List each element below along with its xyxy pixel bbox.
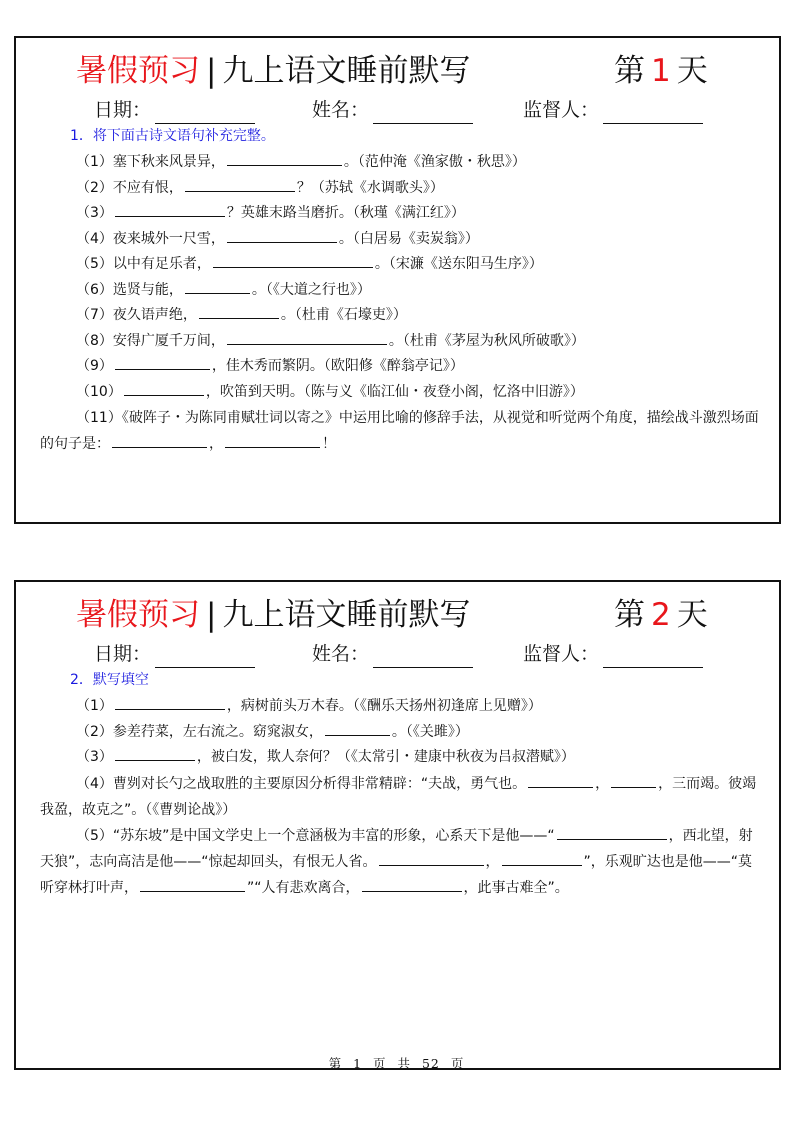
question-text: （4）夜来城外一尺雪， — [76, 230, 225, 247]
question-text: ， — [595, 775, 610, 792]
supervisor-field[interactable] — [523, 96, 703, 124]
answer-blank[interactable] — [115, 202, 225, 217]
answer-blank[interactable] — [213, 253, 373, 268]
question-text: ，西北望，射天狼”，志向高洁是他——“惊起却回头，有恨无人省。 — [40, 827, 753, 870]
supervisor-blank[interactable] — [603, 106, 703, 124]
date-blank[interactable] — [155, 650, 255, 668]
title-subject: 九上语文睡前默写 — [222, 597, 471, 633]
question-item — [40, 227, 759, 253]
info-row — [94, 96, 714, 124]
supervisor-blank[interactable] — [603, 650, 703, 668]
title-divider: | — [206, 53, 217, 89]
answer-blank[interactable] — [115, 746, 195, 761]
answer-blank[interactable] — [362, 877, 462, 892]
question-item — [40, 278, 759, 304]
question-item — [40, 150, 759, 176]
question-text: （7）夜久语声绝， — [76, 307, 197, 323]
question-list — [40, 694, 759, 901]
answer-blank[interactable] — [528, 773, 593, 788]
question-text: （5）以中有足乐者， — [76, 256, 211, 272]
question-text: （11）《破阵子・为陈同甫赋壮词以寄之》中运用比喻的修辞手法，从视觉和听觉两个角度，描绘战斗激烈场面的句子是： — [40, 410, 759, 452]
question-text: 。（《大道之行也》） — [251, 281, 371, 298]
answer-blank[interactable] — [611, 773, 656, 788]
question-text: ，佳木秀而繁阴。（欧阳修《醉翁亭记》） — [211, 358, 464, 374]
date-blank[interactable] — [155, 106, 255, 124]
question-item — [40, 694, 759, 720]
question-item — [40, 771, 759, 823]
question-text: ， — [209, 436, 223, 452]
question-text: （1）塞下秋来风景异， — [76, 154, 225, 170]
day-prefix: 第 — [614, 597, 645, 633]
question-text: 。（白居易《卖炭翁》） — [338, 230, 479, 247]
question-item — [40, 176, 759, 202]
card-title — [76, 590, 719, 640]
question-text: （2）参差荇菜，左右流之。窈窕淑女， — [76, 723, 323, 740]
question-text: 。（宋濂《送东阳马生序》） — [374, 256, 543, 272]
name-field[interactable] — [312, 640, 473, 668]
supervisor-field[interactable] — [523, 640, 703, 668]
question-item — [40, 405, 759, 457]
question-text: （3） — [76, 205, 113, 221]
name-field[interactable] — [312, 96, 473, 124]
answer-blank[interactable] — [185, 279, 250, 294]
question-text: ”“人有悲欢离合， — [247, 879, 360, 896]
section-heading: 1．将下面古诗文语句补充完整。 — [70, 128, 275, 144]
question-text: （3） — [76, 749, 113, 765]
day-label — [614, 590, 708, 640]
question-text: （2）不应有恨， — [76, 179, 183, 196]
name-label: 姓名： — [312, 99, 370, 121]
answer-blank[interactable] — [325, 721, 390, 736]
question-text: （6）选贤与能， — [76, 281, 183, 298]
question-text: （8）安得广厦千万间， — [76, 332, 225, 349]
day-prefix: 第 — [614, 53, 645, 89]
section-heading: 2．默写填空 — [70, 672, 149, 688]
question-text: ，被白发，欺人奈何？（《太常引・建康中秋夜为吕叔潜赋》） — [196, 749, 575, 765]
day-suffix: 天 — [676, 53, 708, 89]
question-item — [40, 354, 759, 380]
answer-blank[interactable] — [379, 851, 484, 866]
title-divider: | — [206, 597, 217, 633]
question-item — [40, 252, 759, 278]
date-field[interactable] — [94, 640, 255, 668]
answer-blank[interactable] — [225, 433, 320, 448]
question-text: ，此事古难全”。 — [463, 879, 569, 896]
answer-blank[interactable] — [115, 695, 225, 710]
info-row — [94, 640, 714, 668]
answer-blank[interactable] — [502, 851, 582, 866]
question-text: 。（杜甫《茅屋为秋风所破歌》） — [388, 332, 585, 349]
name-blank[interactable] — [373, 106, 473, 124]
answer-blank[interactable] — [227, 228, 337, 243]
answer-blank[interactable] — [227, 151, 342, 166]
question-text: （9） — [76, 358, 113, 374]
question-text: ！ — [322, 436, 336, 452]
question-text: （4）曹刿对长勺之战取胜的主要原因分析得非常精辟：“夫战，勇气也。 — [76, 775, 527, 792]
answer-blank[interactable] — [185, 177, 295, 192]
question-item — [40, 720, 759, 746]
day-suffix: 天 — [676, 597, 708, 633]
day-label — [614, 46, 708, 96]
question-item — [40, 201, 759, 227]
answer-blank[interactable] — [199, 304, 279, 319]
name-label: 姓名： — [312, 643, 370, 665]
answer-blank[interactable] — [557, 825, 667, 840]
answer-blank[interactable] — [140, 877, 245, 892]
question-text: ”，乐观旷达也是他——“莫听穿林打叶声， — [40, 853, 753, 896]
question-list — [40, 150, 759, 457]
day-number: 2 — [651, 597, 671, 633]
date-label: 日期： — [94, 99, 152, 121]
question-text: 。（杜甫《石壕吏》） — [280, 307, 407, 323]
question-item — [40, 823, 759, 901]
question-item — [40, 380, 759, 406]
title-subject: 九上语文睡前默写 — [222, 53, 471, 89]
title-series: 暑假预习 — [76, 597, 200, 633]
question-text: （10） — [76, 383, 122, 400]
question-text: （5）“苏东坡”是中国文学史上一个意涵极为丰富的形象，心系天下是他——“ — [76, 827, 555, 844]
supervisor-label: 监督人： — [523, 99, 600, 121]
answer-blank[interactable] — [112, 433, 207, 448]
question-text: 。（《关雎》） — [391, 723, 469, 740]
page-footer: 第 1 页 共 52 页 — [328, 1056, 465, 1071]
question-text: ？英雄末路当磨折。（秋瑾《满江红》） — [226, 205, 465, 221]
card-title — [76, 46, 719, 96]
question-text: ， — [485, 853, 500, 870]
question-text: ，三而竭。彼竭我盈，故克之”。（《曹刿论战》） — [40, 775, 757, 818]
day-number: 1 — [651, 53, 671, 89]
answer-blank[interactable] — [227, 330, 387, 345]
day-1-card — [14, 36, 781, 524]
day-2-card — [14, 580, 781, 1070]
supervisor-label: 监督人： — [523, 643, 600, 665]
question-text: （1） — [76, 698, 113, 714]
question-text: ，吹笛到天明。（陈与义《临江仙・夜登小阁，忆洛中旧游》） — [205, 383, 584, 400]
question-text: ，病树前头万木春。（《酬乐天扬州初逢席上见赠》） — [226, 698, 542, 714]
name-blank[interactable] — [373, 650, 473, 668]
answer-blank[interactable] — [115, 355, 210, 370]
question-text: 。（范仲淹《渔家傲・秋思》） — [343, 154, 526, 170]
date-label: 日期： — [94, 643, 152, 665]
question-item — [40, 303, 759, 329]
title-series: 暑假预习 — [76, 53, 200, 89]
question-item — [40, 329, 759, 355]
question-item — [40, 745, 759, 771]
answer-blank[interactable] — [124, 381, 204, 396]
question-text: ？（苏轼《水调歌头》） — [296, 179, 444, 196]
date-field[interactable] — [94, 96, 255, 124]
